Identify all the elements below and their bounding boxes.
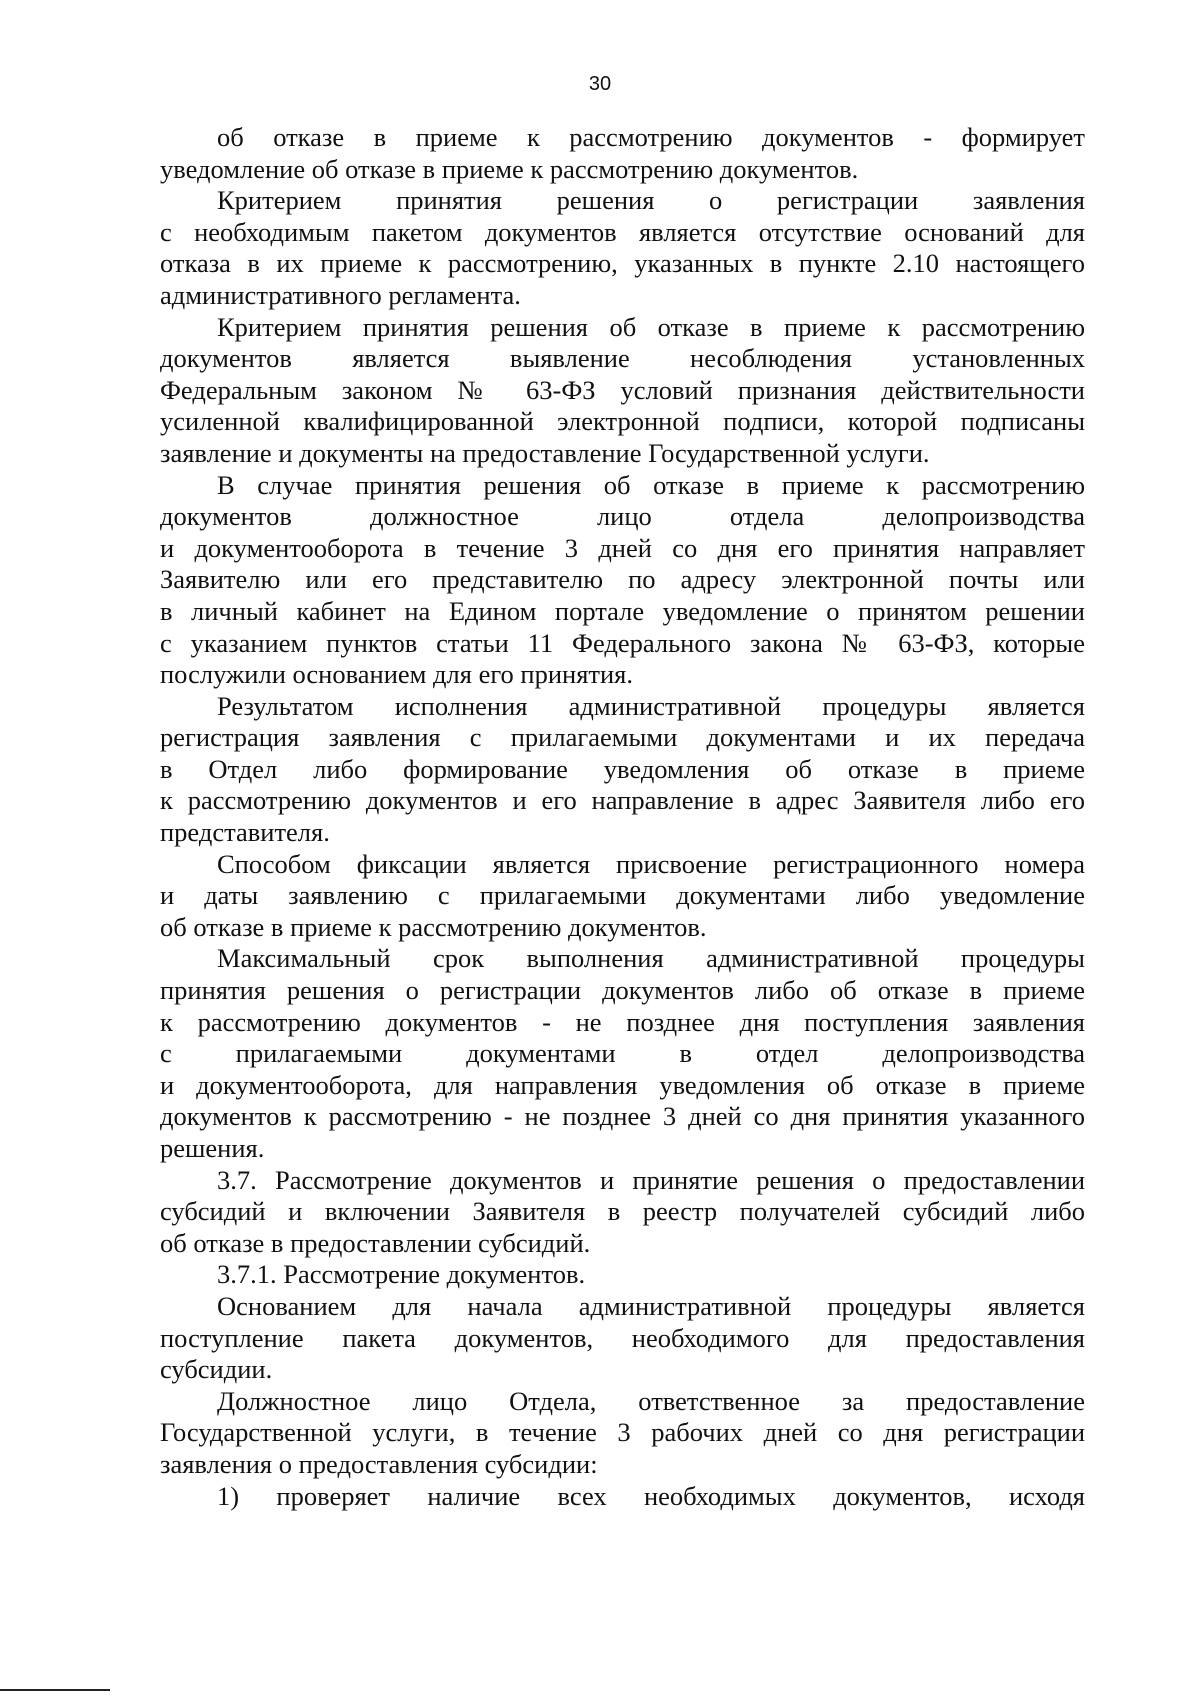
text-line: с указанием пунктов статьи 11 Федерального закона № 63-ФЗ, которые — [160, 627, 1085, 658]
text-line: к рассмотрению документов - не позднее дня поступления заявления — [160, 1006, 1085, 1037]
text-line: и даты заявлению с прилагаемыми документами либо уведомление — [160, 880, 1085, 911]
text-line: Критерием принятия решения об отказе в приеме к рассмотрению — [217, 311, 1085, 342]
text-line: и документооборота, для направления уведомления об отказе в приеме — [160, 1069, 1085, 1100]
text-line: административного регламента. — [160, 279, 521, 310]
paragraph — [160, 849, 1085, 944]
text-line: 3.7.1. Рассмотрение документов. — [217, 1259, 586, 1290]
text-line: Должностное лицо Отдела, ответственное за предоставление — [217, 1385, 1085, 1416]
paragraph — [160, 122, 1085, 185]
paragraph — [160, 1291, 1085, 1386]
text-line: 1) проверяет наличие всех необходимых документов, исходя — [217, 1480, 1085, 1511]
text-line: Результатом исполнения административной процедуры является — [217, 690, 1085, 721]
paragraph — [160, 1165, 1085, 1260]
text-line: с необходимым пакетом документов является отсутствие оснований для — [160, 216, 1085, 247]
text-line: субсидий и включении Заявителя в реестр получателей субсидий либо — [160, 1196, 1085, 1227]
text-line: с прилагаемыми документами в отдел делопроизводства — [160, 1038, 1085, 1069]
text-line: регистрация заявления с прилагаемыми документами и их передача — [160, 722, 1085, 753]
text-line: Федеральным законом № 63-ФЗ условий признания действительности — [160, 374, 1085, 405]
text-line: представителя. — [160, 817, 330, 848]
text-line: 3.7. Рассмотрение документов и принятие решения о предоставлении — [217, 1164, 1085, 1195]
paragraph — [160, 1481, 1085, 1513]
text-line: об отказе в предоставлении субсидий. — [160, 1227, 591, 1258]
text-line: заявления о предоставления субсидии: — [160, 1448, 598, 1479]
text-line: Критерием принятия решения о регистрации заявления — [217, 185, 1085, 216]
text-line: в личный кабинет на Едином портале уведомление о принятом решении — [160, 595, 1085, 626]
text-line: документов должностное лицо отдела делопроизводства — [160, 501, 1085, 532]
text-line: Способом фиксации является присвоение регистрационного номера — [217, 848, 1085, 879]
text-line: документов является выявление несоблюдения установленных — [160, 343, 1085, 374]
text-line: и документооборота в течение 3 дней со дня его принятия направляет — [160, 532, 1085, 563]
paragraph — [160, 1386, 1085, 1481]
text-line: Максимальный срок выполнения административной процедуры — [217, 943, 1085, 974]
page-number: 30 — [588, 73, 612, 95]
text-line: об отказе в приеме к рассмотрению документов. — [160, 911, 707, 942]
text-line: усиленной квалифицированной электронной подписи, которой подписаны — [160, 406, 1085, 437]
paragraph — [160, 185, 1085, 311]
text-line: В случае принятия решения об отказе в приеме к рассмотрению — [217, 469, 1085, 500]
text-line: Государственной услуги, в течение 3 рабочих дней со дня регистрации — [160, 1417, 1085, 1448]
text-line: субсидии. — [160, 1354, 273, 1385]
paragraph — [160, 691, 1085, 849]
paragraph — [160, 312, 1085, 470]
text-line: Заявителю или его представителю по адресу электронной почты или — [160, 564, 1085, 595]
text-line: принятия решения о регистрации документов либо об отказе в приеме — [160, 975, 1085, 1006]
text-line: к рассмотрению документов и его направление в адрес Заявителя либо его — [160, 785, 1085, 816]
text-line: уведомление об отказе в приеме к рассмотрению документов. — [160, 153, 859, 184]
text-line: в Отдел либо формирование уведомления об отказе в приеме — [160, 753, 1085, 784]
text-line: решения. — [160, 1133, 265, 1163]
paragraph — [160, 943, 1085, 1164]
text-line: документов к рассмотрению - не позднее 3 дней со дня принятия указанного — [160, 1101, 1085, 1132]
text-line: заявление и документы на предоставление Государственной услуги. — [160, 437, 930, 468]
text-line: отказа в их приеме к рассмотрению, указанных в пункте 2.10 настоящего — [160, 248, 1085, 279]
scan-edge-mark — [0, 1689, 110, 1691]
paragraph — [160, 1259, 1085, 1291]
text-line: послужили основанием для его принятия. — [160, 659, 633, 690]
text-line: поступление пакета документов, необходимого для предоставления — [160, 1322, 1085, 1353]
text-line: об отказе в приеме к рассмотрению документов - формирует — [217, 122, 1085, 152]
document-body — [160, 122, 1085, 1512]
text-line: Основанием для начала административной процедуры является — [217, 1290, 1085, 1321]
paragraph — [160, 470, 1085, 691]
